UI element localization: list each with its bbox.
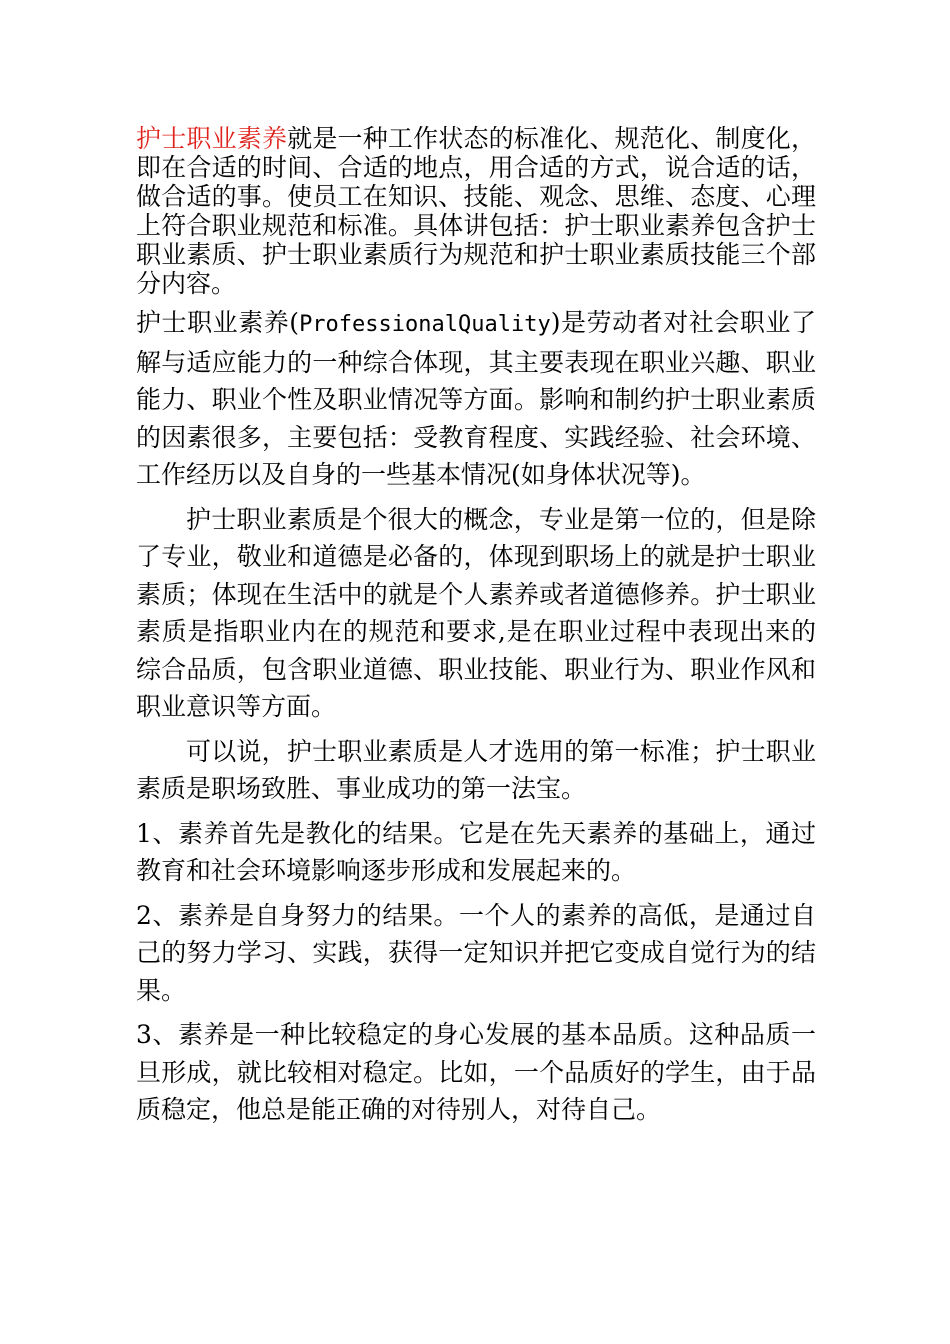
paragraph-first-standard: 可以说，护士职业素质是人才选用的第一标准；护士职业素质是职场致胜、事业成功的第一法宝。 — [136, 736, 816, 803]
paragraph-text-part: 护士职业素养( — [136, 308, 300, 337]
list-item-3: 3、素养是一种比较稳定的身心发展的基本品质。这种品质一旦形成，就比较相对稳定。比如，一个品质好的学生，由于品质稳定，他总是能正确的对待别人，对待自己。 — [136, 1020, 816, 1124]
document-page — [136, 124, 816, 1136]
list-item-1: 1、素养首先是教化的结果。它是在先天素养的基础上，通过教育和社会环境影响逐步形成和发展起来的。 — [136, 818, 816, 885]
english-term: ProfessionalQuality — [299, 312, 551, 337]
paragraph-professional-quality — [136, 304, 816, 494]
paragraph-definition-text: 就是一种工作状态的标准化、规范化、制度化，即在合适的时间、合适的地点，用合适的方式，说合适的话，做合适的事。使员工在知识、技能、观念、思维、态度、心理上符合职业规范和标准。具体讲包括：护士职业素养包含护士职业素质、护士职业素质行为规范和护士职业素质技能三个部分内容。 — [136, 124, 816, 298]
highlighted-term: 护士职业素养 — [136, 124, 288, 153]
paragraph-definition — [136, 124, 816, 298]
paragraph-text-part: )是劳动者对社会职业了解与适应能力的一种综合体现，其主要表现在职业兴趣、职业能力、职业个性及职业情况等方面。影响和制约护士职业素质的因素很多，主要包括：受教育程度、实践经验、社会环境、工作经历以及自身的一些基本情况(如身体状况等)。 — [136, 308, 816, 489]
paragraph-quality-concept: 护士职业素质是个很大的概念，专业是第一位的，但是除了专业，敬业和道德是必备的，体现到职场上的就是护士职业素质；体现在生活中的就是个人素养或者道德修养。护士职业素质是指职业内在的规范和要求,是在职业过程中表现出来的综合品质，包含职业道德、职业技能、职业行为、职业作风和职业意识等方面。 — [136, 504, 816, 721]
list-item-2: 2、素养是自身努力的结果。一个人的素养的高低，是通过自己的努力学习、实践，获得一定知识并把它变成自觉行为的结果。 — [136, 900, 816, 1005]
